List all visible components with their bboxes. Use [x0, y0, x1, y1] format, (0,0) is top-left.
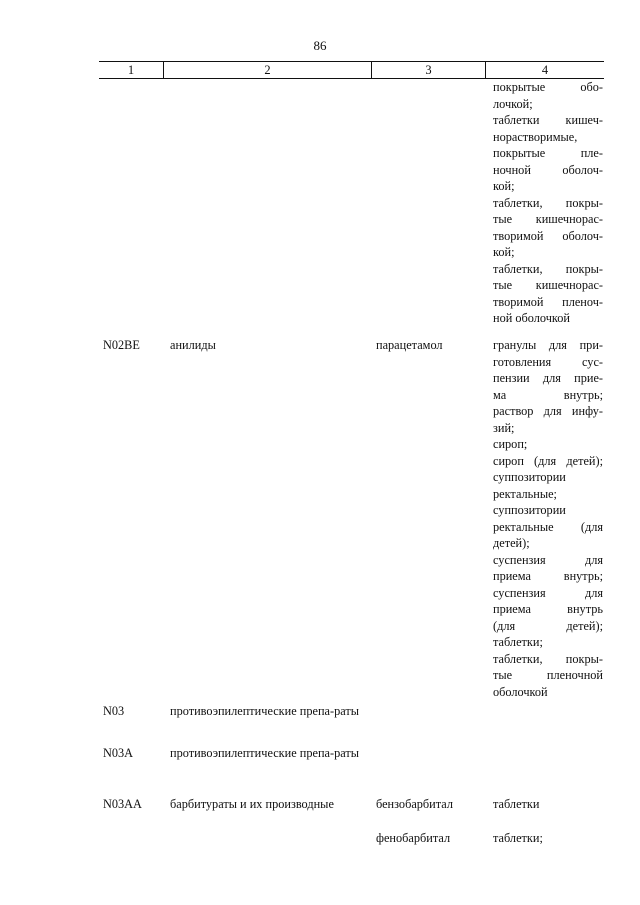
pharmacological-group: анилиды [170, 338, 216, 352]
dosage-form-line: кой; [493, 245, 515, 259]
dosage-form-line: суппозитории [493, 503, 566, 517]
dosage-form-line: раствор для инфу- [493, 404, 603, 418]
table-header-row [99, 61, 604, 79]
pharmacological-group: противоэпилептические препа-раты [170, 746, 359, 760]
dosage-form-line: тые пленочной [493, 668, 603, 682]
pharmacological-group: барбитураты и их производные [170, 797, 334, 811]
dosage-form-line: суспензия для [493, 552, 603, 567]
dosage-form-line: ректальные (для [493, 519, 603, 534]
continuation-dosage-forms [493, 79, 603, 327]
drug-name: бензобарбитал [376, 797, 453, 811]
dosage-form-line: норастворимые, [493, 129, 578, 144]
dosage-form-line: таблетки кишеч- [493, 113, 603, 127]
header-col-2: 2 [264, 63, 271, 77]
dosage-form-line: таблетки; [493, 635, 543, 649]
dosage-form-line: (для детей); [493, 618, 603, 633]
dosage-form-line: ма внутрь; [493, 387, 603, 402]
atc-code: N03A [103, 746, 134, 760]
dosage-form-line: приема внутрь [493, 602, 603, 616]
page-number: 86 [313, 38, 327, 53]
dosage-form-line: тые кишечнорас- [493, 278, 603, 292]
dosage-form-line: таблетки, покры- [493, 261, 603, 276]
dosage-form-line: ночной оболоч- [493, 162, 603, 177]
dosage-form-line: лочкой; [493, 96, 533, 111]
dosage-form-line: зий; [493, 420, 515, 435]
dosage-form-line: покрытые обо- [493, 80, 603, 94]
drug-name: парацетамол [376, 338, 443, 352]
dosage-form-line: оболочкой [493, 684, 548, 699]
header-col-1: 1 [127, 63, 135, 77]
dosage-forms: таблетки; [493, 831, 543, 845]
atc-code: N03 [103, 704, 125, 718]
header-col-3: 3 [425, 63, 432, 77]
dosage-form-line: ной оболочкой [493, 311, 571, 325]
dosage-form-line: приема внутрь; [493, 569, 603, 583]
dosage-form-line: творимой пленоч- [493, 294, 603, 309]
pharmacological-group: противоэпилептические препа-раты [170, 704, 359, 718]
dosage-forms [493, 337, 603, 700]
atc-code: N02BE [103, 338, 140, 352]
dosage-forms: таблетки [493, 797, 540, 811]
dosage-form-line: детей); [493, 536, 530, 550]
drug-name: фенобарбитал [376, 831, 451, 845]
dosage-form-line: покрытые пле- [493, 146, 603, 160]
dosage-form-line: таблетки, покры- [493, 651, 603, 666]
dosage-form-line: сироп; [493, 437, 528, 451]
dosage-form-line: готовления сус- [493, 354, 603, 369]
dosage-form-line: тые кишечнорас- [493, 212, 603, 226]
dosage-form-line: творимой оболоч- [493, 228, 603, 243]
dosage-form-line: суппозитории [493, 470, 566, 484]
dosage-form-line: таблетки, покры- [493, 195, 603, 210]
dosage-form-line: пензии для прие- [493, 371, 603, 385]
atc-code: N03AA [103, 797, 142, 811]
dosage-form-line: ректальные; [493, 486, 557, 501]
header-col-4: 4 [541, 63, 549, 77]
dosage-form-line: сироп (для детей); [493, 453, 603, 468]
dosage-form-line: суспензия для [493, 585, 603, 600]
dosage-form-line: гранулы для при- [493, 338, 603, 352]
dosage-form-line: кой; [493, 179, 515, 193]
